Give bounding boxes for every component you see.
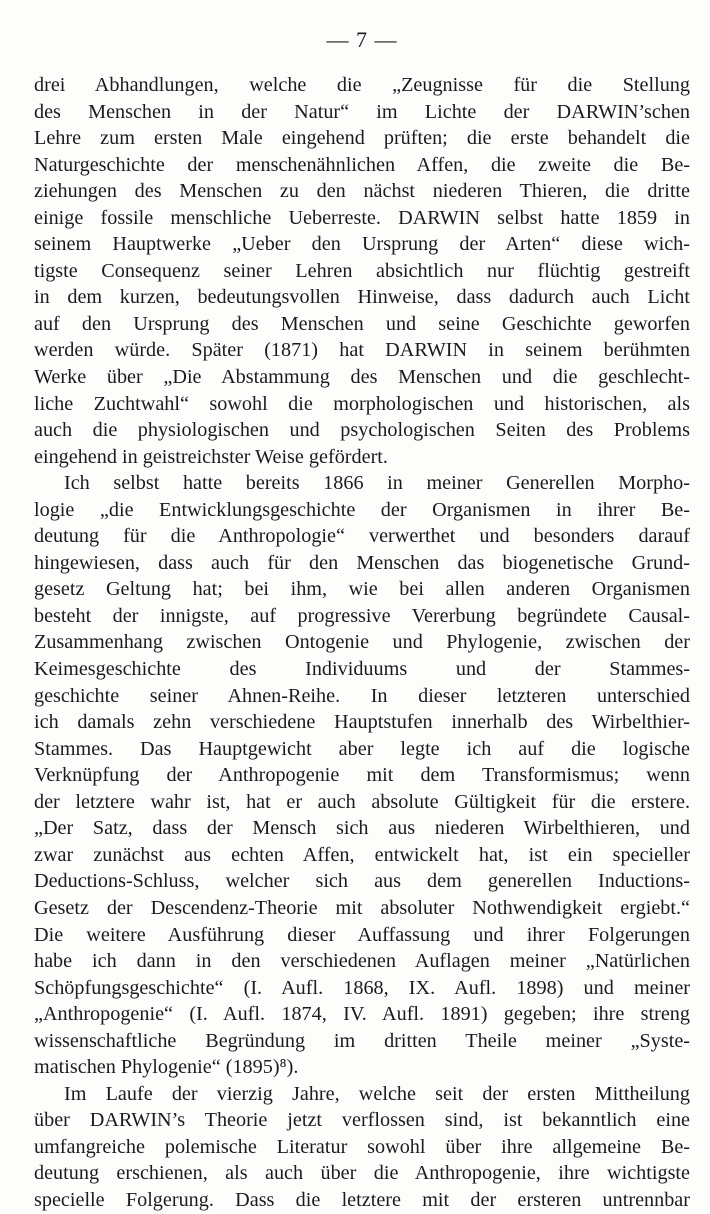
text-line: Im Laufe der vierzig Jahre, welche seit der ersten Mittheilung — [64, 1082, 690, 1105]
text-line: deutung für die Anthropologie“ verwerthet und besonders darauf — [34, 525, 690, 548]
text-line: wissenschaftliche Begründung im dritten Theile meiner „Syste- — [34, 1029, 690, 1052]
text-line: habe ich dann in den verschiedenen Auflagen meiner „Natürlichen — [34, 950, 690, 973]
text-line: Keimesgeschichte des Individuums und der Stammes- — [34, 658, 690, 681]
text-line: hingewiesen, dass auch für den Menschen das biogenetische Grund- — [34, 551, 690, 574]
text-line: ich damals zehn verschiedene Hauptstufen innerhalb des Wirbelthier- — [34, 711, 690, 734]
text-line: seinem Hauptwerke „Ueber den Ursprung der Arten“ diese wich- — [34, 233, 690, 256]
text-line: auf den Ursprung des Menschen und seine Geschichte geworfen — [34, 312, 690, 335]
text-line: zwar zunächst aus echten Affen, entwickelt hat, ist ein specieller — [34, 843, 690, 866]
text-line: Verknüpfung der Anthropogenie mit dem Transformismus; wenn — [34, 764, 690, 787]
text-line: matischen Phylogenie“ (1895)⁸). — [34, 1056, 299, 1079]
text-line: Die weitere Ausführung dieser Auffassung und ihrer Folgerungen — [34, 923, 690, 946]
text-line: Schöpfungsgeschichte“ (I. Aufl. 1868, IX. Aufl. 1898) und meiner — [34, 976, 690, 999]
page-number: — 7 — — [326, 27, 398, 52]
text-line: Werke über „Die Abstammung des Menschen und die geschlecht- — [34, 366, 690, 389]
text-line: auch die physiologischen und psychologischen Seiten des Problems — [34, 419, 690, 442]
text-line: Naturgeschichte der menschenähnlichen Affen, die zweite die Be- — [34, 153, 690, 176]
text-line: liche Zuchtwahl“ sowohl die morphologischen und historischen, als — [34, 392, 690, 415]
text-line: Gesetz der Descendenz-Theorie mit absoluter Nothwendigkeit ergiebt.“ — [34, 896, 690, 919]
text-line: specielle Folgerung. Dass die letztere mit der ersteren untrennbar — [34, 1188, 690, 1211]
text-line: „Der Satz, dass der Mensch sich aus niederen Wirbelthieren, und — [34, 817, 690, 840]
text-line: Zusammenhang zwischen Ontogenie und Phylogenie, zwischen der — [34, 631, 690, 654]
text-line: Deductions-Schluss, welcher sich aus dem generellen Inductions- — [34, 870, 690, 893]
text-line: tigste Consequenz seiner Lehren absichtlich nur flüchtig gestreift — [34, 259, 690, 282]
text-line: umfangreiche polemische Literatur sowohl über ihre allgemeine Be- — [34, 1135, 690, 1158]
text-line: Lehre zum ersten Male eingehend prüften; die erste behandelt die — [34, 127, 690, 150]
body-text — [34, 72, 690, 1214]
text-line: ziehungen des Menschen zu den nächst niederen Thieren, die dritte — [34, 180, 690, 203]
text-line: geschichte seiner Ahnen-Reihe. In dieser letzteren unterschied — [34, 684, 690, 707]
text-line: in dem kurzen, bedeutungsvollen Hinweise, dass dadurch auch Licht — [34, 286, 690, 309]
text-line: einige fossile menschliche Ueberreste. DARWIN selbst hatte 1859 in — [34, 206, 690, 229]
text-line: besteht der innigste, auf progressive Vererbung begründete Causal- — [34, 604, 690, 627]
text-line: des Menschen in der Natur“ im Lichte der DARWIN’schen — [34, 100, 690, 123]
text-line: der letztere wahr ist, hat er auch absolute Gültigkeit für die erstere. — [34, 790, 690, 813]
text-line: über DARWIN’s Theorie jetzt verflossen sind, ist bekanntlich eine — [34, 1109, 690, 1132]
text-line: logie „die Entwicklungsgeschichte der Organismen in ihrer Be- — [34, 498, 690, 521]
text-line: Stammes. Das Hauptgewicht aber legte ich auf die logische — [34, 737, 690, 760]
text-line: werden würde. Später (1871) hat DARWIN in seinem berühmten — [34, 339, 690, 362]
text-line: drei Abhandlungen, welche die „Zeugnisse für die Stellung — [34, 74, 690, 96]
text-line: Ich selbst hatte bereits 1866 in meiner Generellen Morpho- — [64, 472, 690, 495]
text-line: gesetz Geltung hat; bei ihm, wie bei allen anderen Organismen — [34, 578, 690, 601]
text-line: deutung erschienen, als auch über die Anthropogenie, ihre wichtigste — [34, 1162, 690, 1185]
text-line: eingehend in geistreichster Weise gefördert. — [34, 445, 388, 468]
text-line: „Anthropogenie“ (I. Aufl. 1874, IV. Aufl. 1891) gegeben; ihre streng — [34, 1003, 690, 1026]
